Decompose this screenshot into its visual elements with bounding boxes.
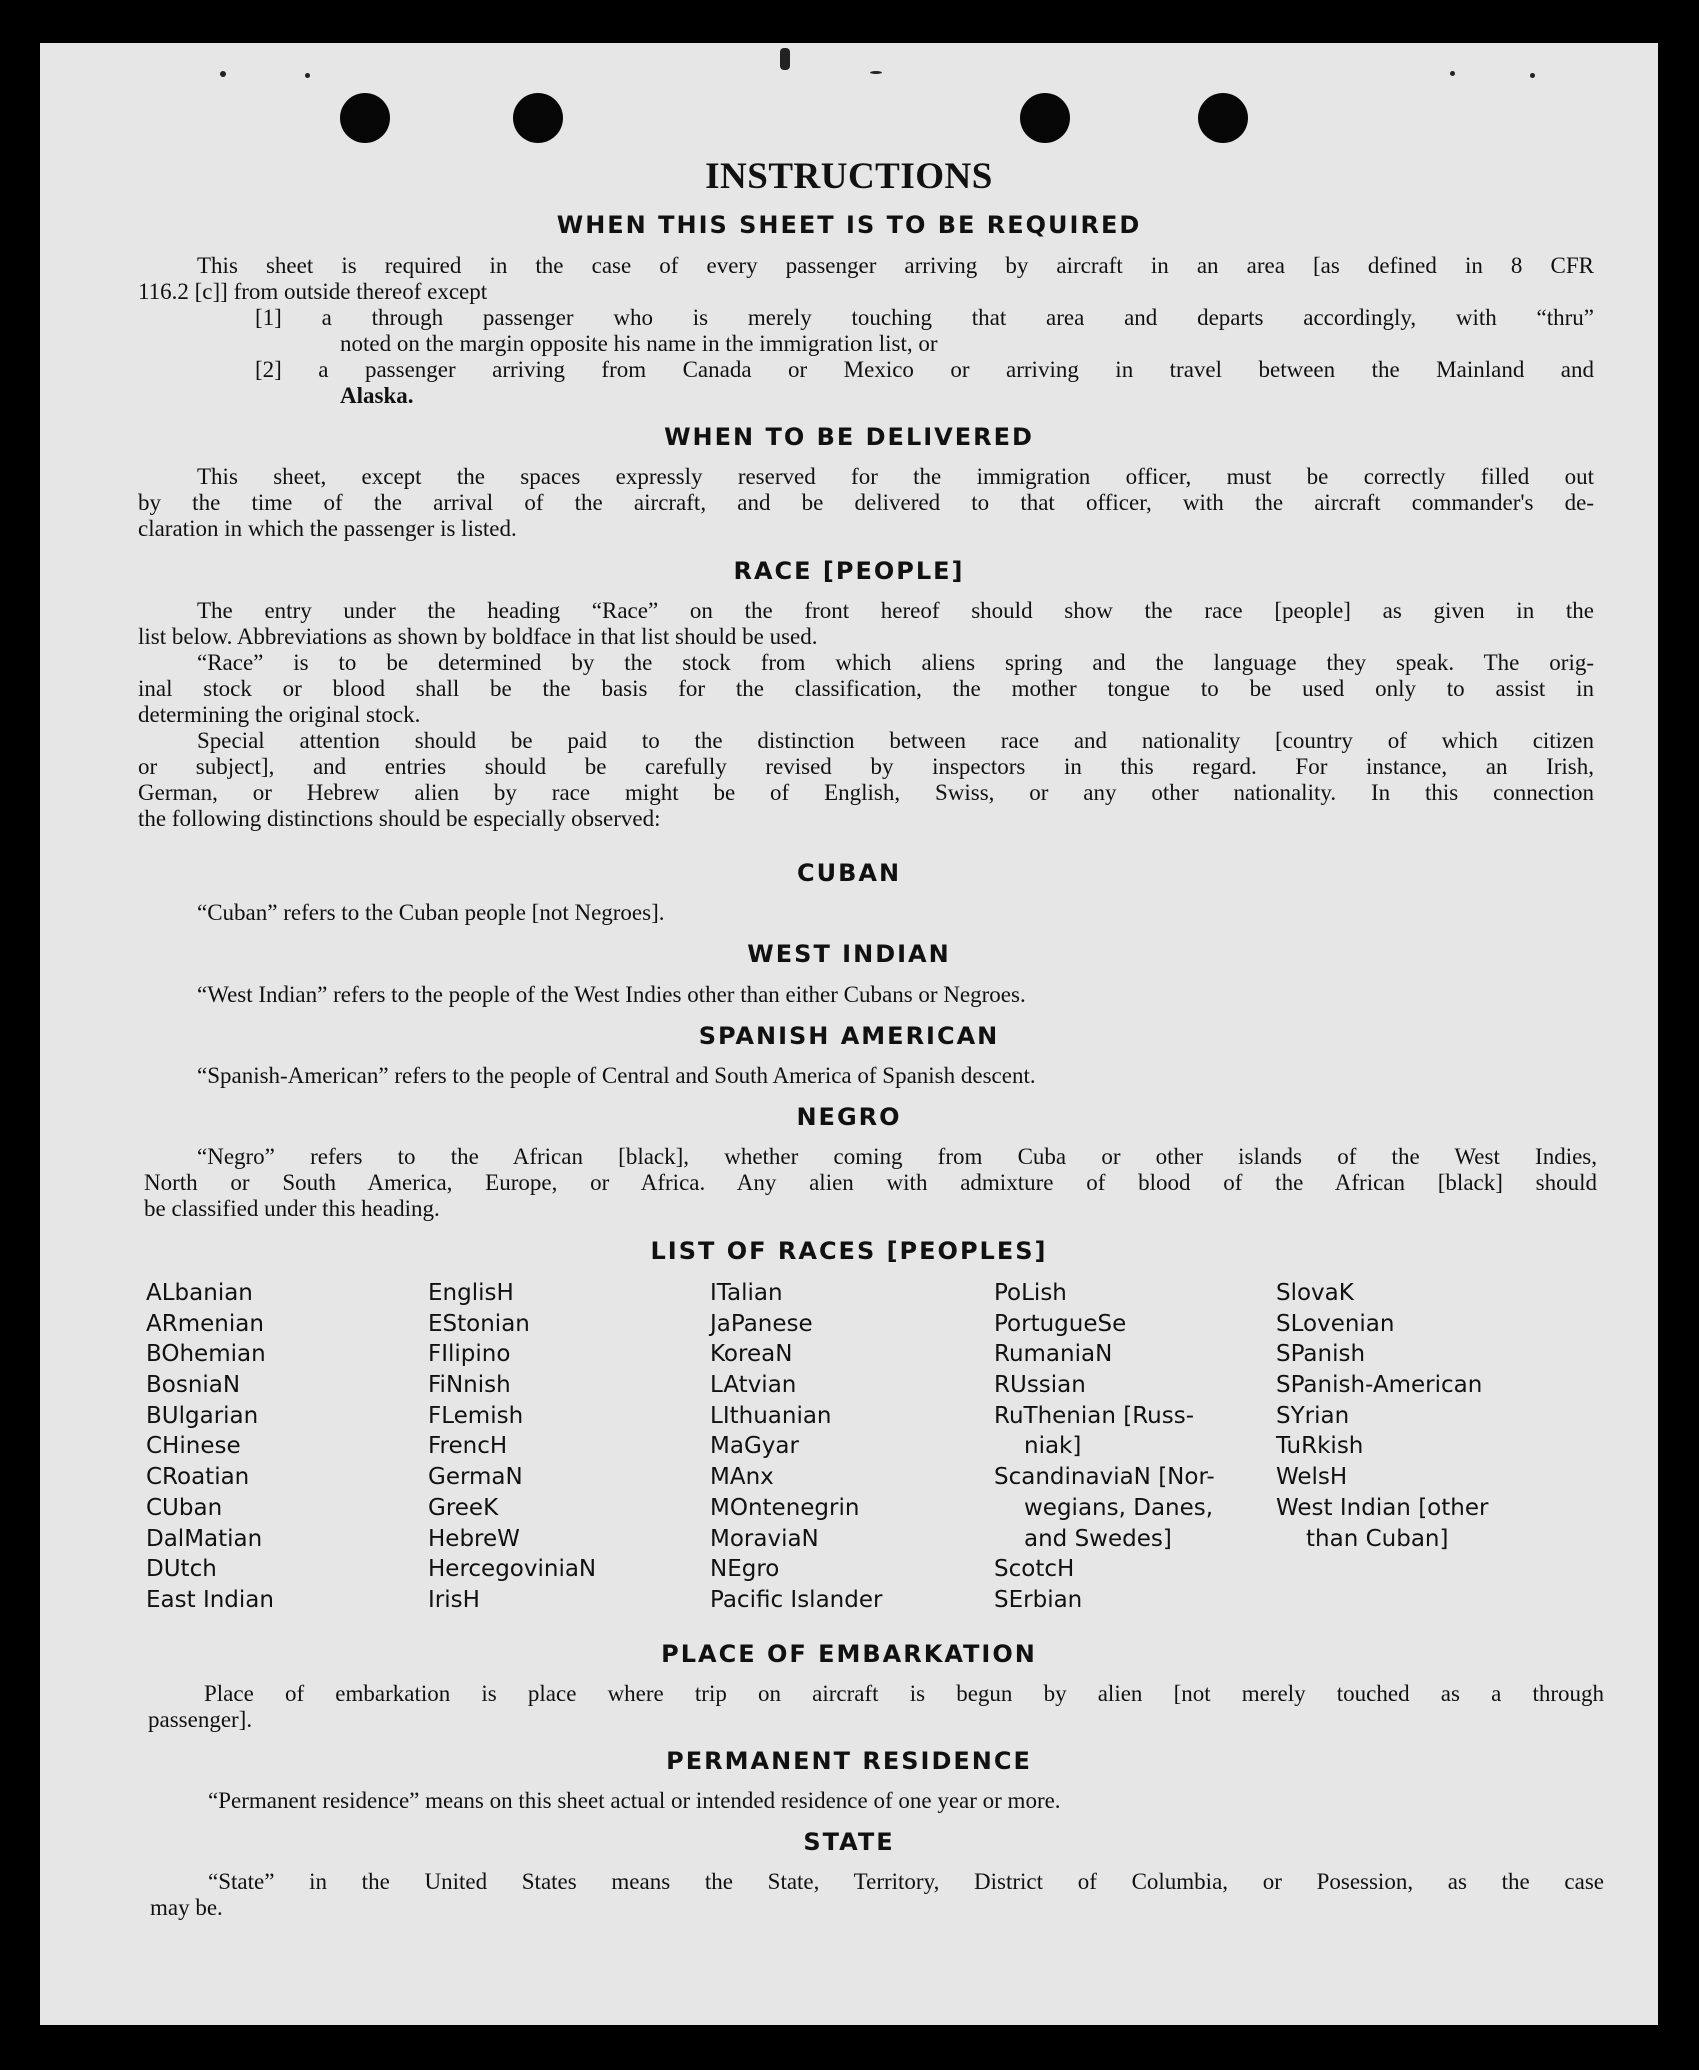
speck-mark bbox=[780, 48, 790, 70]
body-text: 116.2 [c]] from outside thereof except bbox=[138, 279, 488, 304]
body-text: passenger]. bbox=[148, 1707, 253, 1732]
section-heading: CUBAN bbox=[796, 859, 902, 887]
punch-hole bbox=[340, 93, 390, 143]
race-entry: MAnx bbox=[710, 1464, 774, 1491]
race-entry: niak] bbox=[1024, 1433, 1082, 1460]
race-entry: BUlgarian bbox=[146, 1402, 259, 1429]
body-text: “State” in the United States means the State, Territory, District of Columbia, or Posession, as the case bbox=[208, 1869, 1604, 1894]
race-entry: CUban bbox=[146, 1494, 223, 1521]
race-entry: SlovaK bbox=[1276, 1280, 1354, 1306]
section-heading: PLACE OF EMBARKATION bbox=[661, 1640, 1037, 1668]
punch-hole bbox=[1198, 93, 1248, 143]
race-entry: LAtvian bbox=[710, 1372, 797, 1399]
race-entry: RumaniaN bbox=[994, 1341, 1113, 1368]
race-entry: ScotcH bbox=[994, 1556, 1075, 1583]
race-entry: MOntenegrin bbox=[710, 1494, 860, 1521]
race-entry: ARmenian bbox=[146, 1310, 264, 1337]
race-entry: SErbian bbox=[994, 1586, 1083, 1613]
body-text: “Negro” refers to the African [black], whether coming from Cuba or other islands of the West Indies, bbox=[197, 1144, 1597, 1169]
race-entry: JaPanese bbox=[710, 1310, 813, 1337]
body-text: North or South America, Europe, or Africa. Any alien with admixture of blood of the African [black] should bbox=[144, 1170, 1597, 1195]
body-text: determining the original stock. bbox=[138, 702, 421, 727]
race-entry: FiNnish bbox=[428, 1372, 511, 1399]
race-entry: FrencH bbox=[428, 1433, 508, 1460]
race-entry: DUtch bbox=[146, 1556, 217, 1583]
race-entry: GreeK bbox=[428, 1494, 499, 1521]
speck-mark bbox=[305, 73, 310, 78]
section-heading: LIST OF RACES [PEOPLES] bbox=[650, 1237, 1048, 1265]
section-heading: RACE [PEOPLE] bbox=[733, 557, 965, 585]
race-entry: KoreaN bbox=[710, 1341, 793, 1368]
body-text: the following distinctions should be especially observed: bbox=[138, 806, 661, 831]
body-text: “Cuban” refers to the Cuban people [not Negroes]. bbox=[197, 900, 665, 925]
body-text: Alaska. bbox=[340, 383, 414, 408]
body-text: The entry under the heading “Race” on the front hereof should show the race [people] as given in the bbox=[197, 598, 1594, 623]
body-text: may be. bbox=[150, 1895, 223, 1920]
body-text: be classified under this heading. bbox=[144, 1196, 440, 1221]
body-text: “West Indian” refers to the people of the West Indies other than either Cubans or Negroes. bbox=[197, 982, 1026, 1007]
body-text: German, or Hebrew alien by race might be of English, Swiss, or any other nationality. In this connection bbox=[138, 780, 1594, 805]
body-text: Place of embarkation is place where trip on aircraft is begun by alien [not merely touched as a through bbox=[204, 1681, 1604, 1706]
race-entry: Pacific Islander bbox=[710, 1586, 883, 1613]
race-entry: and Swedes] bbox=[1024, 1525, 1172, 1552]
body-text: This sheet is required in the case of every passenger arriving by aircraft in an area [as defined in 8 CFR bbox=[197, 253, 1594, 278]
race-entry: MoraviaN bbox=[710, 1525, 819, 1552]
race-entry: SPanish-American bbox=[1276, 1372, 1483, 1399]
punch-hole bbox=[513, 93, 563, 143]
section-heading: PERMANENT RESIDENCE bbox=[666, 1747, 1032, 1775]
section-heading: SPANISH AMERICAN bbox=[698, 1022, 1000, 1050]
section-heading: WEST INDIAN bbox=[747, 940, 951, 968]
race-entry: East Indian bbox=[146, 1586, 274, 1613]
races-column-4 bbox=[994, 1278, 1215, 1616]
race-entry: SYrian bbox=[1276, 1402, 1350, 1429]
races-column-2 bbox=[428, 1278, 596, 1616]
race-entry: EStonian bbox=[428, 1310, 530, 1337]
race-entry: ALbanian bbox=[146, 1280, 253, 1306]
speck-mark bbox=[220, 71, 226, 77]
race-entry: FLemish bbox=[428, 1402, 524, 1429]
body-text: Special attention should be paid to the distinction between race and nationality [country of which citizen bbox=[197, 728, 1594, 753]
race-entry: DalMatian bbox=[146, 1525, 263, 1552]
section-heading: WHEN THIS SHEET IS TO BE REQUIRED bbox=[556, 211, 1142, 239]
race-entry: PortugueSe bbox=[994, 1310, 1127, 1337]
race-entry: RUssian bbox=[994, 1372, 1086, 1399]
race-entry: PoLish bbox=[994, 1280, 1067, 1306]
body-text: inal stock or blood shall be the basis for the classification, the mother tongue to be used only to assist in bbox=[138, 676, 1594, 701]
body-text: or subject], and entries should be carefully revised by inspectors in this regard. For instance, an Irish, bbox=[138, 754, 1594, 779]
body-text: list below. Abbreviations as shown by boldface in that list should be used. bbox=[138, 624, 818, 649]
race-entry: IrisH bbox=[428, 1586, 480, 1613]
races-column-5 bbox=[1276, 1278, 1488, 1554]
body-text: [1] a through passenger who is merely touching that area and departs accordingly, with “thru” bbox=[255, 305, 1594, 330]
race-entry: GermaN bbox=[428, 1464, 523, 1491]
speck-mark bbox=[1530, 73, 1535, 78]
speck-mark bbox=[870, 71, 882, 74]
race-entry: CRoatian bbox=[146, 1464, 250, 1491]
document-sheet bbox=[40, 43, 1658, 2025]
body-text: [2] a passenger arriving from Canada or Mexico or arriving in travel between the Mainland and bbox=[255, 357, 1594, 382]
section-heading: NEGRO bbox=[796, 1103, 902, 1131]
race-entry: West Indian [other bbox=[1276, 1494, 1489, 1521]
body-text: claration in which the passenger is listed. bbox=[138, 516, 517, 541]
race-entry: BosniaN bbox=[146, 1372, 241, 1399]
race-entry: CHinese bbox=[146, 1433, 241, 1460]
page-title: INSTRUCTIONS bbox=[705, 156, 993, 197]
body-text: This sheet, except the spaces expressly reserved for the immigration officer, must be correctly filled out bbox=[197, 464, 1594, 489]
race-entry: ITalian bbox=[710, 1280, 783, 1306]
body-text: by the time of the arrival of the aircraft, and be delivered to that officer, with the aircraft commander's de- bbox=[138, 490, 1594, 515]
race-entry: FIlipino bbox=[428, 1341, 511, 1368]
races-column-1 bbox=[146, 1278, 274, 1616]
race-entry: RuThenian [Russ- bbox=[994, 1402, 1195, 1429]
race-entry: ScandinaviaN [Nor- bbox=[994, 1464, 1215, 1491]
race-entry: EnglisH bbox=[428, 1280, 514, 1306]
race-entry: TuRkish bbox=[1276, 1433, 1364, 1460]
punch-hole bbox=[1020, 93, 1070, 143]
section-heading: WHEN TO BE DELIVERED bbox=[664, 423, 1034, 451]
race-entry: HebreW bbox=[428, 1525, 520, 1552]
body-text: noted on the margin opposite his name in the immigration list, or bbox=[340, 331, 938, 356]
section-heading: STATE bbox=[803, 1828, 895, 1856]
race-entry: WelsH bbox=[1276, 1464, 1348, 1491]
body-text: “Permanent residence” means on this sheet actual or intended residence of one year or more. bbox=[208, 1788, 1061, 1813]
race-entry: NEgro bbox=[710, 1556, 780, 1583]
race-entry: MaGyar bbox=[710, 1433, 799, 1460]
race-entry: than Cuban] bbox=[1306, 1525, 1449, 1552]
speck-mark bbox=[1450, 71, 1455, 76]
race-entry: LIthuanian bbox=[710, 1402, 832, 1429]
race-entry: SPanish bbox=[1276, 1341, 1366, 1368]
race-entry: BOhemian bbox=[146, 1341, 266, 1368]
body-text: “Spanish-American” refers to the people of Central and South America of Spanish descent. bbox=[197, 1063, 1036, 1088]
race-entry: SLovenian bbox=[1276, 1310, 1395, 1337]
race-entry: HercegoviniaN bbox=[428, 1556, 597, 1583]
races-column-3 bbox=[710, 1278, 882, 1616]
race-entry: wegians, Danes, bbox=[1024, 1494, 1214, 1521]
body-text: “Race” is to be determined by the stock from which aliens spring and the language they speak. The orig- bbox=[197, 650, 1594, 675]
